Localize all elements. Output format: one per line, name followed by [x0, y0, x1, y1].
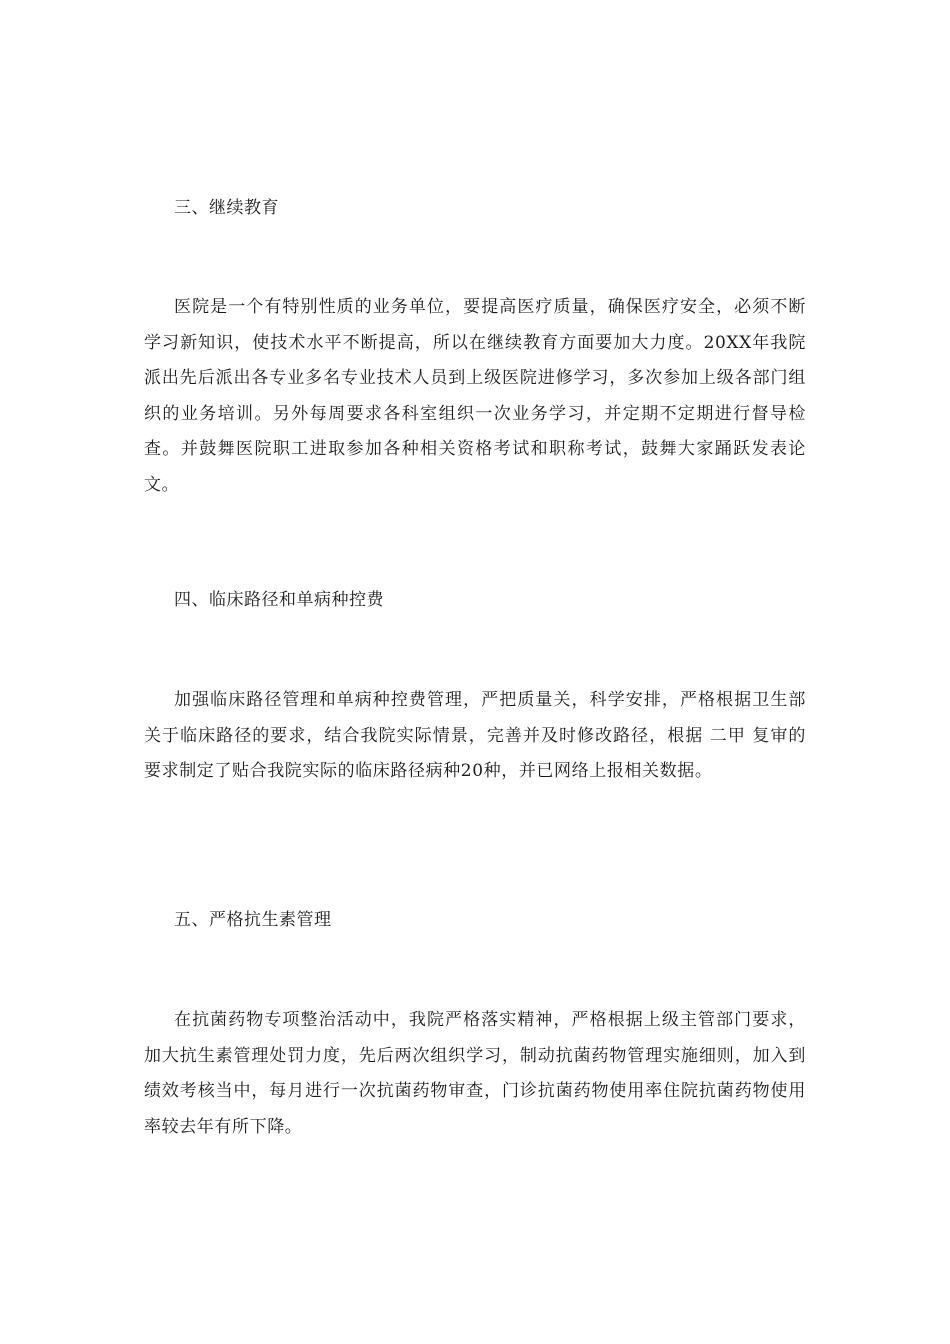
section-heading-antibiotic-management: 五、严格抗生素管理 [174, 910, 332, 930]
section-heading-clinical-pathway: 四、临床路径和单病种控费 [174, 590, 384, 610]
section-heading-continuing-education: 三、继续教育 [174, 198, 279, 218]
section-paragraph-clinical-pathway: 加强临床路径管理和单病种控费管理，严把质量关，科学安排，严格根据卫生部关于临床路径的要求，结合我院实际情景，完善并及时修改路径，根据 二甲 复审的要求制定了贴合我院实际的临床路径病种20种，并已网络上报相关数据。 [144, 690, 806, 781]
section-paragraph-antibiotic-management: 在抗菌药物专项整治活动中，我院严格落实精神，严格根据上级主管部门要求，加大抗生素管理处罚力度，先后两次组织学习，制动抗菌药物管理实施细则，加入到绩效考核当中，每月进行一次抗菌药物审查，门诊抗菌药物使用率住院抗菌药物使用率较去年有所下降。 [144, 1010, 806, 1137]
section-paragraph-continuing-education: 医院是一个有特别性质的业务单位，要提高医疗质量，确保医疗安全，必须不断学习新知识，使技术水平不断提高，所以在继续教育方面要加大力度。20XX年我院派出先后派出各专业多名专业技术人员到上级医院进修学习，多次参加上级各部门组织的业务培训。另外每周要求各科室组织一次业务学习，并定期不定期进行督导检查。并鼓舞医院职工进取参加各种相关资格考试和职称考试，鼓舞大家踊跃发表论文。 [144, 297, 806, 495]
